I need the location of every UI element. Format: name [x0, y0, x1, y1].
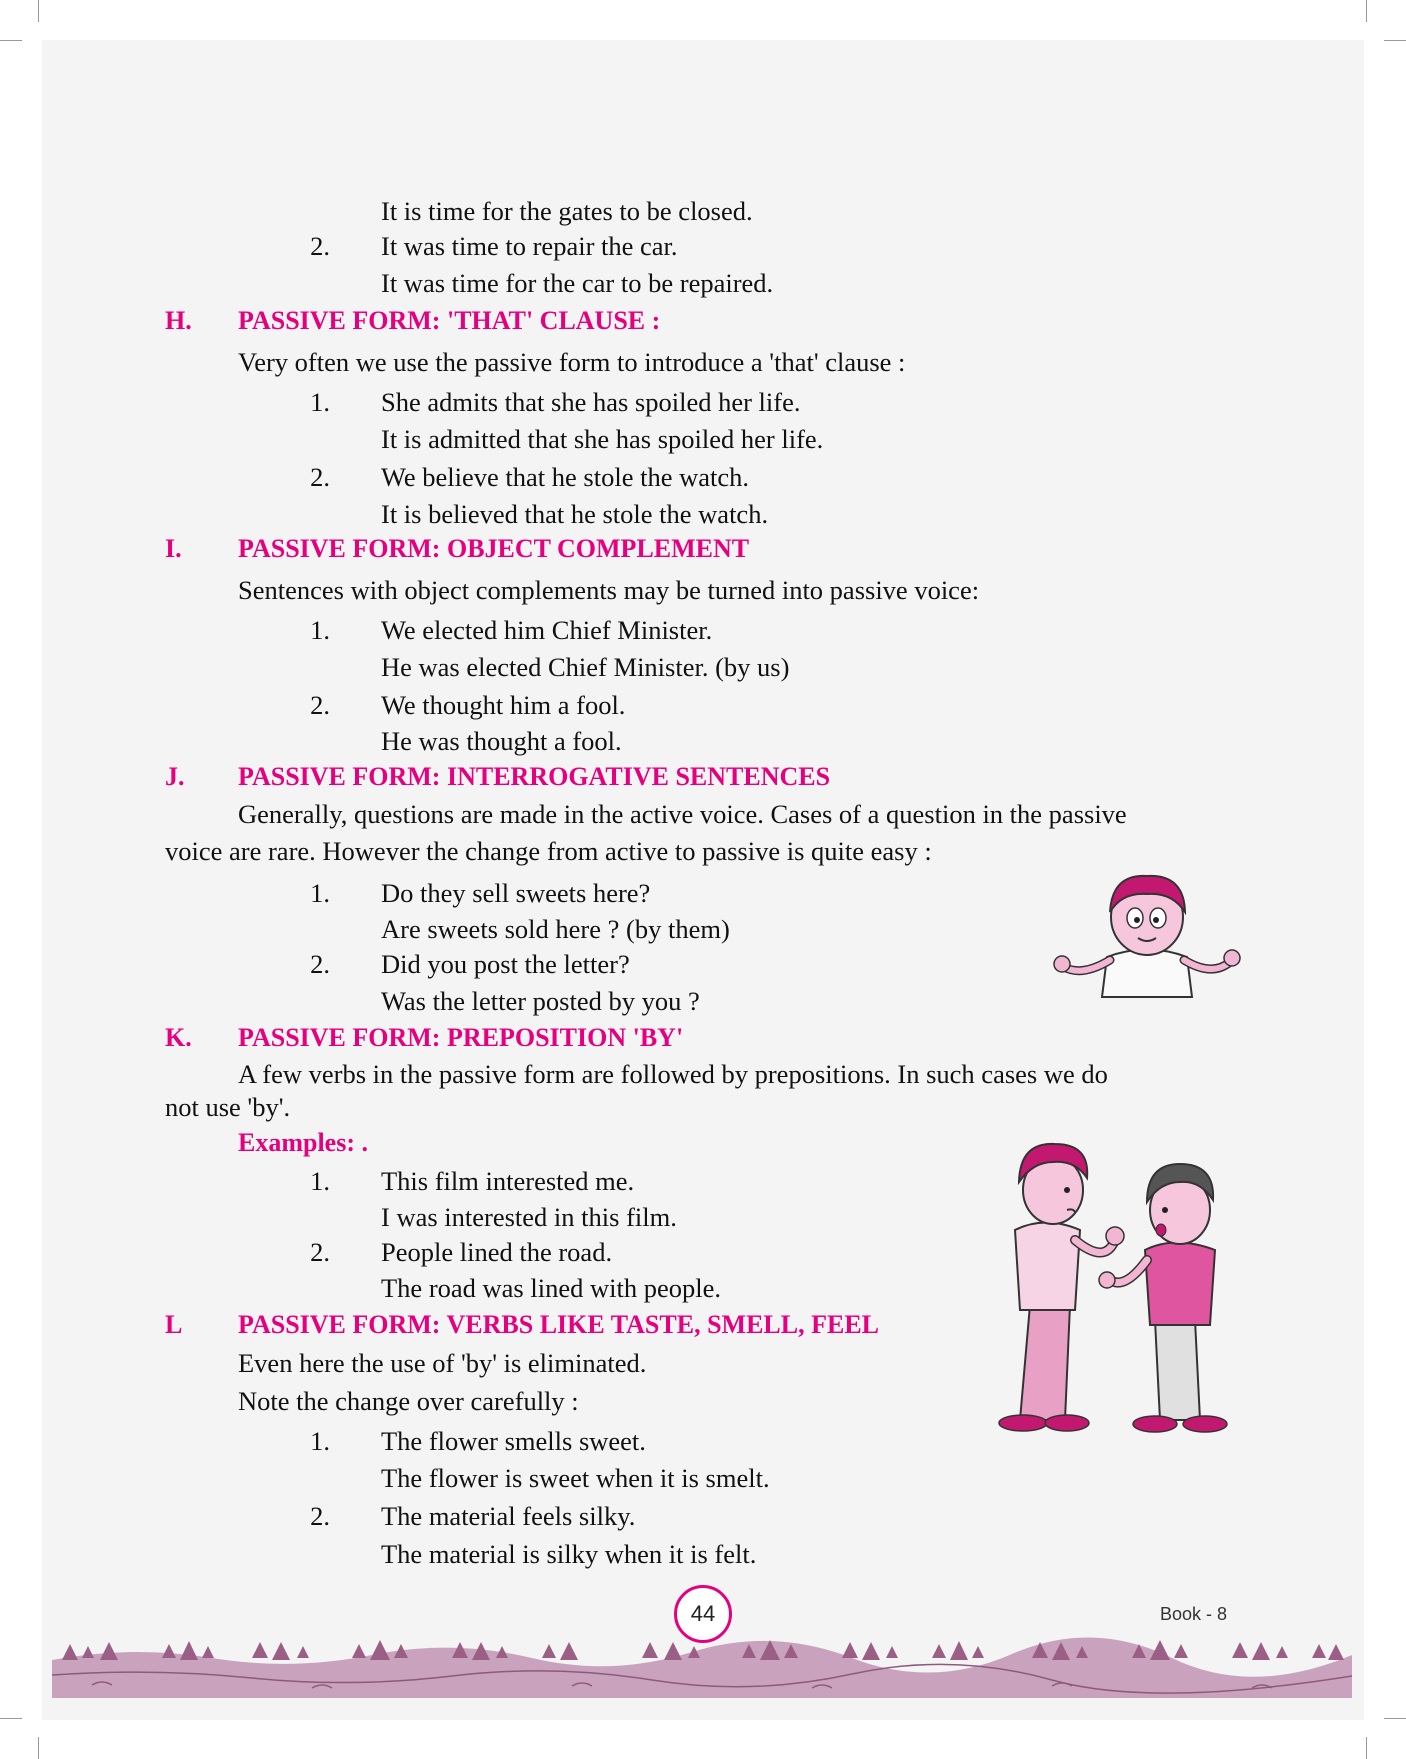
- boy-illustration: [1052, 862, 1242, 1002]
- crop-mark: [0, 1718, 22, 1719]
- section-intro: A few verbs in the passive form are followed by prepositions. In such cases we do: [238, 1059, 1108, 1089]
- example-line: Are sweets sold here ? (by them): [381, 914, 730, 944]
- example-line: The material is silky when it is felt.: [381, 1539, 757, 1569]
- crop-mark: [38, 0, 39, 22]
- list-number: 2.: [310, 231, 330, 261]
- example-line: He was elected Chief Minister. (by us): [381, 652, 790, 682]
- list-number: 1.: [310, 1426, 330, 1456]
- section-intro: not use 'by'.: [165, 1092, 291, 1122]
- example-line: It is believed that he stole the watch.: [381, 499, 769, 529]
- example-line: People lined the road.: [381, 1237, 613, 1267]
- example-line: It is time for the gates to be closed.: [381, 196, 753, 226]
- section-heading: PASSIVE FORM: VERBS LIKE TASTE, SMELL, FEEL: [238, 1310, 880, 1339]
- section-letter: J.: [165, 762, 185, 791]
- example-line: She admits that she has spoiled her life.: [381, 387, 801, 417]
- section-intro: Very often we use the passive form to introduce a 'that' clause :: [238, 347, 906, 377]
- list-number: 2.: [310, 1501, 330, 1531]
- section-heading: PASSIVE FORM: INTERROGATIVE SENTENCES: [238, 762, 831, 791]
- example-line: The material feels silky.: [381, 1501, 636, 1531]
- list-number: 1.: [310, 878, 330, 908]
- example-line: I was interested in this film.: [381, 1202, 677, 1232]
- example-line: Did you post the letter?: [381, 949, 630, 979]
- example-line: Was the letter posted by you ?: [381, 986, 700, 1016]
- example-line: The flower is sweet when it is smelt.: [381, 1463, 770, 1493]
- crop-mark: [1384, 1718, 1406, 1719]
- section-letter: I.: [165, 534, 182, 563]
- crop-mark: [0, 40, 22, 41]
- section-letter: L: [165, 1310, 183, 1339]
- example-line: We elected him Chief Minister.: [381, 615, 713, 645]
- example-line: We thought him a fool.: [381, 690, 626, 720]
- example-line: It was time to repair the car.: [381, 231, 678, 261]
- section-intro: Even here the use of 'by' is eliminated.: [238, 1348, 647, 1378]
- examples-label: Examples: .: [238, 1128, 368, 1157]
- section-intro: Generally, questions are made in the active voice. Cases of a question in the passive: [238, 799, 1127, 829]
- crop-mark: [1384, 40, 1406, 41]
- list-number: 2.: [310, 690, 330, 720]
- list-number: 2.: [310, 462, 330, 492]
- two-boys-illustration: [975, 1130, 1245, 1440]
- section-heading: PASSIVE FORM: PREPOSITION 'BY': [238, 1023, 684, 1052]
- example-line: Do they sell sweets here?: [381, 878, 651, 908]
- section-heading: PASSIVE FORM: 'THAT' CLAUSE :: [238, 306, 661, 335]
- crop-mark: [1366, 1737, 1367, 1759]
- list-number: 1.: [310, 1166, 330, 1196]
- section-letter: H.: [165, 306, 192, 335]
- crop-mark: [1366, 0, 1367, 22]
- list-number: 1.: [310, 615, 330, 645]
- section-heading: PASSIVE FORM: OBJECT COMPLEMENT: [238, 534, 750, 563]
- list-number: 2.: [310, 949, 330, 979]
- section-intro: voice are rare. However the change from active to passive is quite easy :: [165, 836, 932, 866]
- book-label: Book - 8: [1160, 1604, 1228, 1624]
- example-line: We believe that he stole the watch.: [381, 462, 749, 492]
- list-number: 1.: [310, 387, 330, 417]
- example-line: The road was lined with people.: [381, 1273, 721, 1303]
- list-number: 2.: [310, 1237, 330, 1267]
- page-number: 44: [674, 1585, 732, 1643]
- example-line: The flower smells sweet.: [381, 1426, 646, 1456]
- example-line: This film interested me.: [381, 1166, 635, 1196]
- example-line: He was thought a fool.: [381, 726, 622, 756]
- section-intro: Sentences with object complements may be turned into passive voice:: [238, 575, 980, 605]
- example-line: It was time for the car to be repaired.: [381, 268, 774, 298]
- crop-mark: [38, 1737, 39, 1759]
- section-letter: K.: [165, 1023, 192, 1052]
- section-intro: Note the change over carefully :: [238, 1386, 579, 1416]
- example-line: It is admitted that she has spoiled her life.: [381, 424, 824, 454]
